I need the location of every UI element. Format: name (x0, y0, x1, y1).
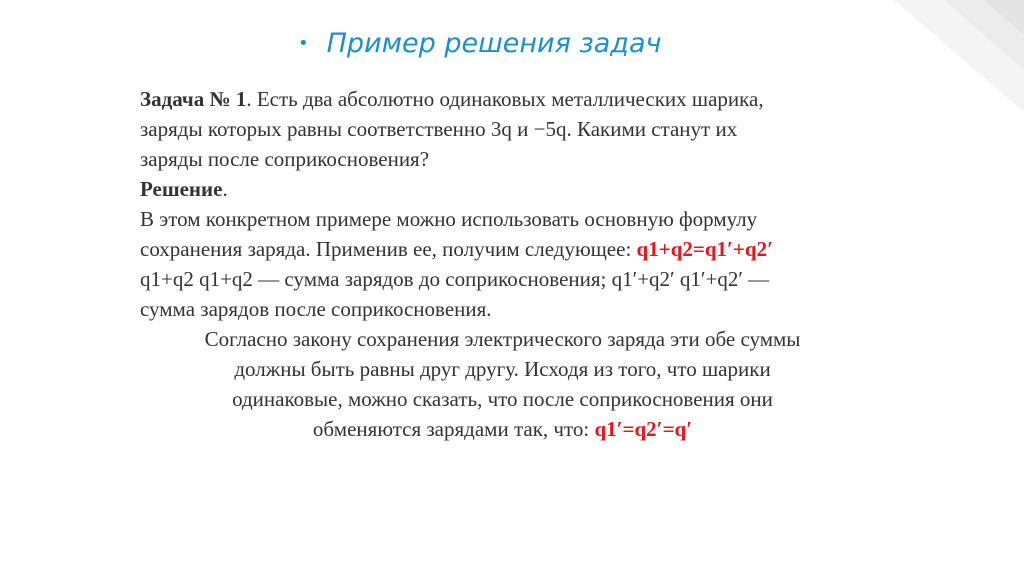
formula-result: q1′=q2′=q′ (594, 417, 693, 441)
centered-line-3: одинаковые, можно сказать, что после соприкосновения они (232, 387, 773, 411)
final-text: обменяются зарядами так, что: (312, 417, 595, 441)
solution-heading-suffix: . (222, 177, 228, 201)
title-text: Пример решения задач (326, 28, 662, 59)
solution-line-4: сумма зарядов после соприкосновения. (140, 297, 492, 321)
solution-heading (140, 174, 900, 204)
centered-line-4 (140, 414, 865, 444)
slide-title (298, 28, 661, 59)
problem-text-1: . Есть два абсолютно одинаковых металлических шарика, (246, 87, 764, 111)
centered-line-2: должны быть равны друг другу. Исходя из того, что шарики (234, 357, 771, 381)
solution-line-3: q1+q2 q1+q2 — сумма зарядов до соприкосновения; q1′+q2′ q1′+q2′ — (140, 267, 770, 291)
solution-text-2: сохранения заряда. Применив ее, получим следующее: (140, 237, 637, 261)
title-bullet: • (298, 33, 309, 54)
problem-line-2: заряды которых равны соответственно 3q и −5q. Какими станут их (140, 117, 738, 141)
problem-line-1 (140, 84, 900, 114)
solution-line-2 (140, 234, 900, 264)
formula-conservation: q1+q2=q1′+q2′ (636, 237, 773, 261)
solution-heading-text: Решение (140, 177, 223, 201)
slide-body (140, 84, 900, 444)
problem-line-3: заряды после соприкосновения? (140, 147, 430, 171)
centered-line-1: Согласно закону сохранения электрического заряда эти обе суммы (204, 327, 801, 351)
problem-label: Задача № 1 (140, 87, 247, 111)
solution-line-1: В этом конкретном примере можно использовать основную формулу (140, 207, 758, 231)
